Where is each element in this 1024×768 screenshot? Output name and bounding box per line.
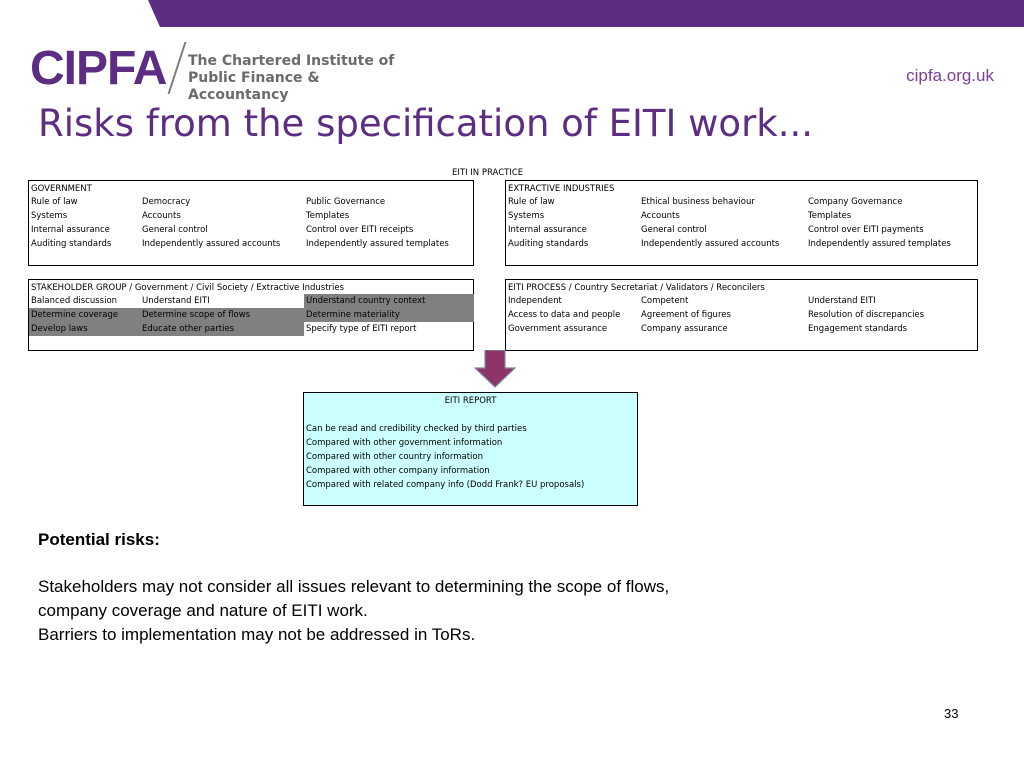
stakeholder-cell: Determine coverage	[29, 308, 140, 322]
extractive-cell: General control	[641, 225, 707, 235]
extractive-row	[506, 237, 977, 251]
cipfa-logo	[30, 40, 410, 103]
institute-line2: Public Finance & Accountancy	[188, 70, 320, 103]
stakeholder-row	[29, 308, 473, 322]
stakeholder-cell: Understand country context	[304, 294, 474, 308]
report-line: Can be read and credibility checked by third parties	[306, 424, 527, 434]
government-cell: Accounts	[142, 211, 181, 221]
process-row	[506, 322, 977, 336]
extractive-cell: Templates	[808, 211, 852, 221]
report-line: Compared with other country information	[306, 452, 484, 462]
page-number: 33	[944, 706, 959, 721]
extractive-header: EXTRACTIVE INDUSTRIES	[508, 184, 615, 194]
stakeholder-group-box	[28, 279, 474, 351]
government-cell: Auditing standards	[31, 239, 112, 249]
stakeholder-header: STAKEHOLDER GROUP / Government / Civil Society / Extractive Industries	[31, 283, 345, 293]
process-row	[506, 294, 977, 308]
process-cell: Competent	[641, 296, 689, 306]
extractive-row	[506, 223, 977, 237]
extractive-cell: Control over EITI payments	[808, 225, 924, 235]
stakeholder-cell: Develop laws	[29, 322, 140, 336]
logo-wordmark: CIPFA	[30, 42, 167, 95]
government-row	[29, 223, 473, 237]
extractive-row	[506, 195, 977, 209]
extractive-cell: Independently assured accounts	[641, 239, 780, 249]
government-cell: Democracy	[142, 197, 191, 207]
process-header: EITI PROCESS / Country Secretariat / Validators / Reconcilers	[508, 283, 765, 293]
report-line: Compared with related company info (Dodd Frank? EU proposals)	[306, 480, 585, 490]
stakeholder-row	[29, 322, 473, 336]
down-arrow-icon	[474, 350, 516, 388]
process-cell: Government assurance	[508, 324, 608, 334]
institute-name	[188, 53, 410, 104]
process-cell: Understand EITI	[808, 296, 876, 306]
process-cell: Agreement of figures	[641, 310, 731, 320]
process-cell: Access to data and people	[508, 310, 621, 320]
top-banner	[0, 0, 1024, 27]
eiti-report-box	[303, 392, 638, 506]
extractive-row	[506, 209, 977, 223]
process-row	[506, 308, 977, 322]
risk-line-3: Barriers to implementation may not be addressed in ToRs.	[38, 625, 476, 644]
diagram-caption: EITI IN PRACTICE	[452, 168, 524, 178]
government-box	[28, 180, 474, 266]
process-cell: Engagement standards	[808, 324, 908, 334]
logo-divider	[168, 42, 187, 94]
extractive-cell: Company Governance	[808, 197, 903, 207]
website-link[interactable]: cipfa.org.uk	[906, 66, 994, 85]
government-cell: Systems	[31, 211, 68, 221]
government-cell: Internal assurance	[31, 225, 110, 235]
extractive-cell: Independently assured templates	[808, 239, 951, 249]
report-title: EITI REPORT	[444, 396, 497, 406]
process-cell: Independent	[508, 296, 562, 306]
stakeholder-row	[29, 294, 473, 308]
government-cell: General control	[142, 225, 208, 235]
process-cell: Company assurance	[641, 324, 728, 334]
report-line: Compared with other company information	[306, 466, 490, 476]
government-cell: Independently assured accounts	[142, 239, 281, 249]
risk-line-1: Stakeholders may not consider all issues relevant to determining the scope of flows,	[38, 577, 670, 596]
extractive-cell: Internal assurance	[508, 225, 587, 235]
government-row	[29, 209, 473, 223]
government-cell: Rule of law	[31, 197, 78, 207]
slide-title: Risks from the specification of EITI work...	[38, 102, 813, 145]
risks-heading: Potential risks:	[38, 530, 160, 549]
stakeholder-cell: Determine materiality	[304, 308, 474, 322]
government-row	[29, 237, 473, 251]
extractive-industries-box	[505, 180, 978, 266]
eiti-process-box	[505, 279, 978, 351]
government-cell: Templates	[306, 211, 350, 221]
government-cell: Control over EITI receipts	[306, 225, 414, 235]
extractive-cell: Systems	[508, 211, 545, 221]
stakeholder-cell: Balanced discussion	[31, 296, 118, 306]
stakeholder-cell: Specify type of EITI report	[306, 324, 417, 334]
process-cell: Resolution of discrepancies	[808, 310, 925, 320]
government-cell: Public Governance	[306, 197, 386, 207]
extractive-cell: Ethical business behaviour	[641, 197, 755, 207]
government-cell: Independently assured templates	[306, 239, 449, 249]
extractive-cell: Auditing standards	[508, 239, 589, 249]
government-header: GOVERNMENT	[31, 184, 92, 194]
stakeholder-cell: Educate other parties	[140, 322, 304, 336]
stakeholder-cell: Understand EITI	[142, 296, 210, 306]
government-row	[29, 195, 473, 209]
stakeholder-cell: Determine scope of flows	[140, 308, 304, 322]
report-line: Compared with other government information	[306, 438, 503, 448]
risk-line-2: company coverage and nature of EITI work.	[38, 601, 368, 620]
extractive-cell: Accounts	[641, 211, 680, 221]
extractive-cell: Rule of law	[508, 197, 555, 207]
institute-line1: The Chartered Institute of	[188, 53, 395, 69]
